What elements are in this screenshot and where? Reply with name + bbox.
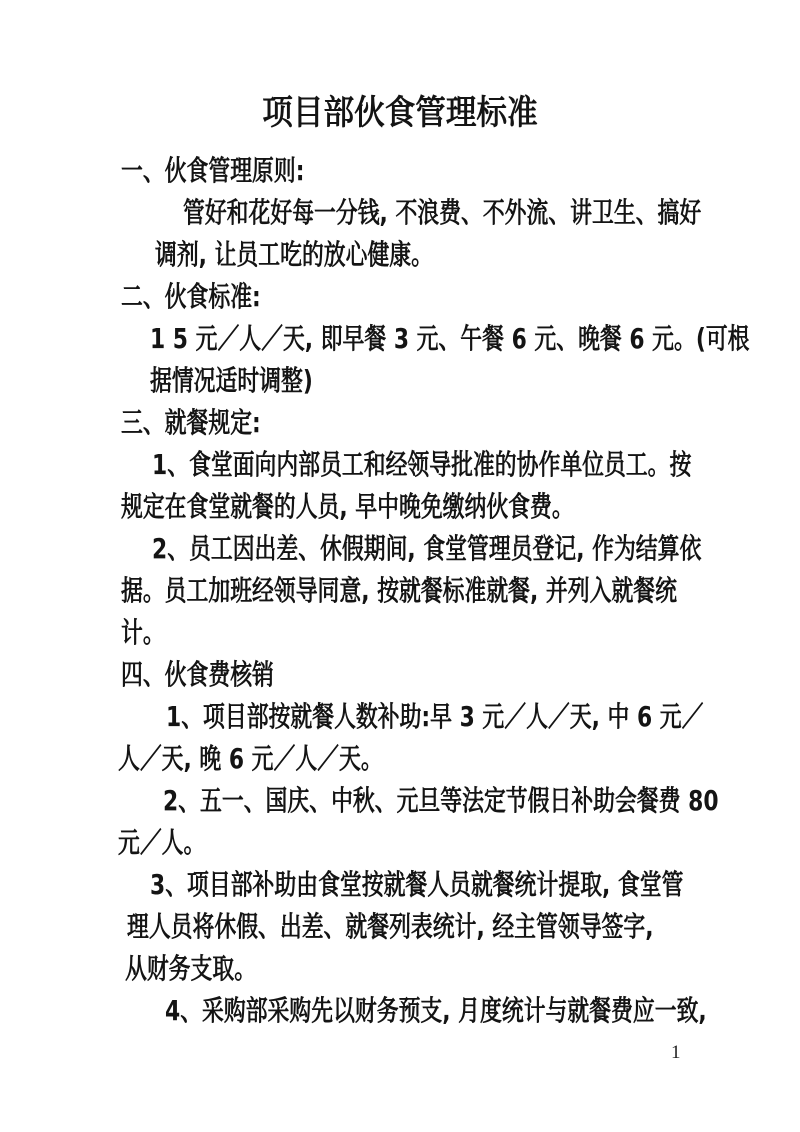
line-text: 人／天, 晚 6 元／人／天。 bbox=[118, 742, 383, 775]
paragraph-line bbox=[0, 486, 800, 528]
line-text: 管好和花好每一分钱, 不浪费、不外流、讲卫生、搞好 bbox=[183, 196, 702, 229]
paragraph-line bbox=[0, 864, 800, 906]
line-text: 1 5 元／人／天, 即早餐 3 元、午餐 6 元、晚餐 6 元。(可根 bbox=[150, 322, 750, 355]
document-title-text: 项目部伙食管理标准 bbox=[262, 93, 538, 133]
section-heading-3 bbox=[0, 402, 800, 444]
paragraph-line bbox=[0, 444, 800, 486]
page-number: 1 bbox=[671, 1042, 681, 1063]
paragraph-line bbox=[0, 906, 800, 948]
paragraph-line bbox=[0, 528, 800, 570]
line-text: 2、员工因出差、休假期间, 食堂管理员登记, 作为结算依 bbox=[152, 532, 702, 565]
line-text: 据情况适时调整) bbox=[150, 364, 313, 397]
document-title bbox=[0, 0, 800, 136]
line-text: 1、项目部按就餐人数补助:早 3 元／人／天, 中 6 元／ bbox=[166, 700, 704, 733]
section-heading-2 bbox=[0, 276, 800, 318]
paragraph-line bbox=[0, 696, 800, 738]
paragraph-line bbox=[0, 822, 800, 864]
line-text: 计。 bbox=[121, 616, 165, 649]
paragraph-line bbox=[0, 234, 800, 276]
line-text: 理人员将休假、出差、就餐列表统计, 经主管领导签字, bbox=[127, 910, 654, 943]
line-text: 一、伙食管理原则: bbox=[121, 154, 305, 187]
line-text: 二、伙食标准: bbox=[121, 280, 261, 313]
paragraph-line bbox=[0, 570, 800, 612]
line-text: 元／人。 bbox=[118, 826, 206, 859]
paragraph-line bbox=[0, 948, 800, 990]
paragraph-line bbox=[0, 192, 800, 234]
paragraph-line bbox=[0, 738, 800, 780]
line-text: 4、采购部采购先以财务预支, 月度统计与就餐费应一致, bbox=[165, 994, 707, 1027]
line-text: 调剂, 让员工吃的放心健康。 bbox=[155, 238, 433, 271]
line-text: 3、项目部补助由食堂按就餐人员就餐统计提取, 食堂管 bbox=[150, 868, 684, 901]
line-text: 规定在食堂就餐的人员, 早中晚免缴纳伙食费。 bbox=[121, 490, 574, 523]
line-text: 1、食堂面向内部员工和经领导批准的协作单位员工。按 bbox=[152, 448, 692, 481]
paragraph-line bbox=[0, 360, 800, 402]
paragraph-line bbox=[0, 780, 800, 822]
section-heading-1 bbox=[0, 150, 800, 192]
paragraph-line bbox=[0, 612, 800, 654]
line-text: 三、就餐规定: bbox=[121, 406, 261, 439]
paragraph-line bbox=[0, 318, 800, 360]
line-text: 据。员工加班经领导同意, 按就餐标准就餐, 并列入就餐统 bbox=[121, 574, 677, 607]
line-text: 四、伙食费核销 bbox=[121, 658, 274, 691]
section-heading-4 bbox=[0, 654, 800, 696]
paragraph-line bbox=[0, 990, 800, 1032]
line-text: 2、五一、国庆、中秋、元旦等法定节假日补助会餐费 80 bbox=[163, 784, 719, 817]
line-text: 从财务支取。 bbox=[125, 952, 257, 985]
